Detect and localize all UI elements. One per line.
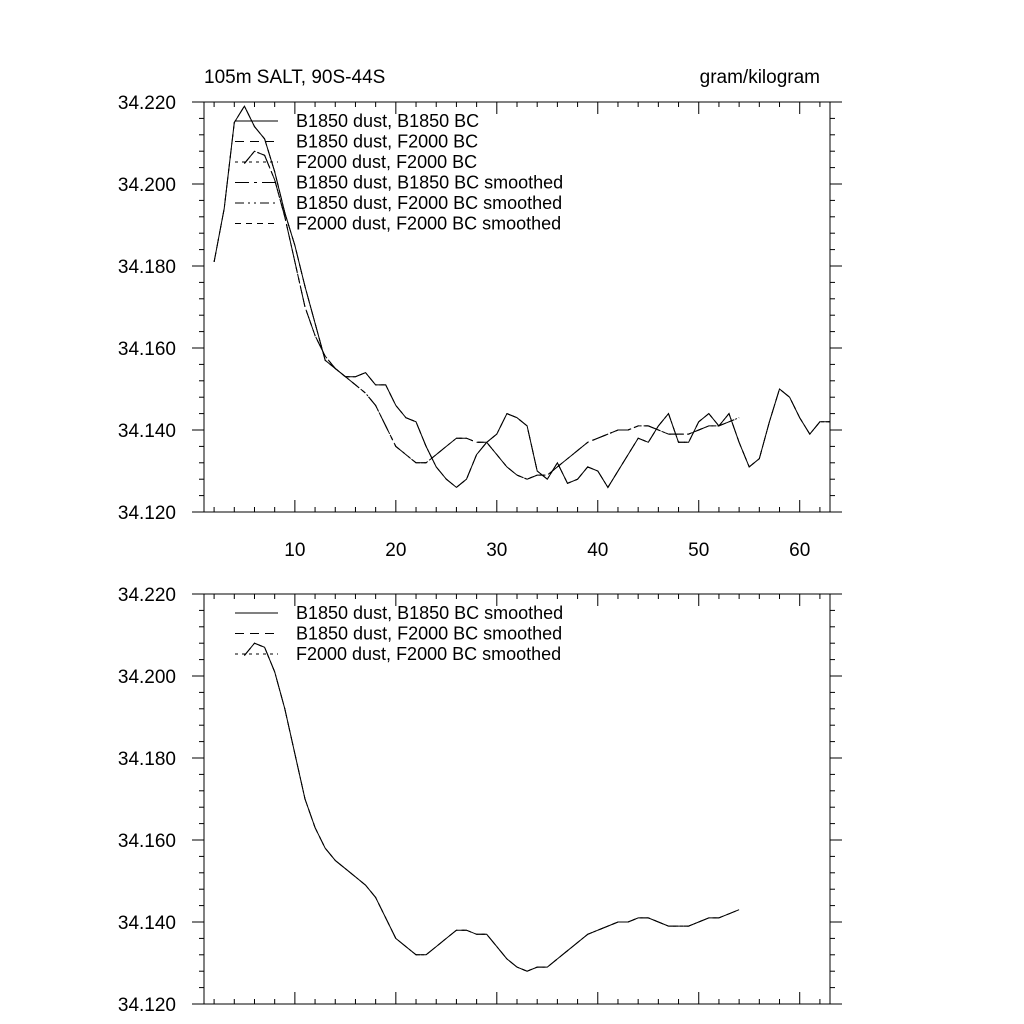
y-tick-label: 34.180 <box>117 257 176 278</box>
x-tick-label: 50 <box>688 540 710 561</box>
legend-label: B1850 dust, B1850 BC <box>296 111 480 131</box>
y-tick-label: 34.120 <box>117 503 176 524</box>
y-tick-label: 34.140 <box>117 913 176 934</box>
top-panel <box>118 67 842 561</box>
legend-label: B1850 dust, F2000 BC <box>296 131 479 152</box>
y-tick-label: 34.220 <box>117 93 176 114</box>
y-tick-label: 34.200 <box>117 667 176 688</box>
y-tick-label: 34.180 <box>117 749 176 770</box>
series-lines <box>244 643 739 971</box>
legend-label: F2000 dust, F2000 BC smoothed <box>296 644 562 664</box>
x-tick-label: 60 <box>789 540 811 561</box>
legend-label: B1850 dust, F2000 BC smoothed <box>296 193 563 213</box>
series-line-3 <box>244 643 739 971</box>
y-tick-label: 34.160 <box>117 831 176 852</box>
y-tick-label: 34.160 <box>117 339 176 360</box>
legend-label: B1850 dust, B1850 BC smoothed <box>296 603 564 623</box>
series-line-2 <box>244 643 739 971</box>
x-tick-label: 30 <box>486 540 508 561</box>
chart-title: 105m SALT, 90S-44S <box>204 67 386 88</box>
legend-label: B1850 dust, B1850 BC smoothed <box>296 172 564 193</box>
units-label: gram/kilogram <box>699 67 820 88</box>
y-tick-label: 34.200 <box>117 175 176 196</box>
legend-label: F2000 dust, F2000 BC smoothed <box>296 213 562 234</box>
legend-label: B1850 dust, F2000 BC smoothed <box>296 623 563 644</box>
y-tick-label: 34.140 <box>117 421 176 442</box>
bottom-panel <box>118 585 842 1016</box>
y-tick-label: 34.120 <box>117 995 176 1016</box>
x-tick-label: 20 <box>385 540 407 561</box>
y-tick-label: 34.220 <box>117 585 176 606</box>
legend <box>235 603 563 664</box>
x-tick-label: 40 <box>587 540 609 561</box>
series-line-1 <box>244 643 739 971</box>
legend-label: F2000 dust, F2000 BC <box>296 152 478 172</box>
x-tick-label: 10 <box>284 540 306 561</box>
